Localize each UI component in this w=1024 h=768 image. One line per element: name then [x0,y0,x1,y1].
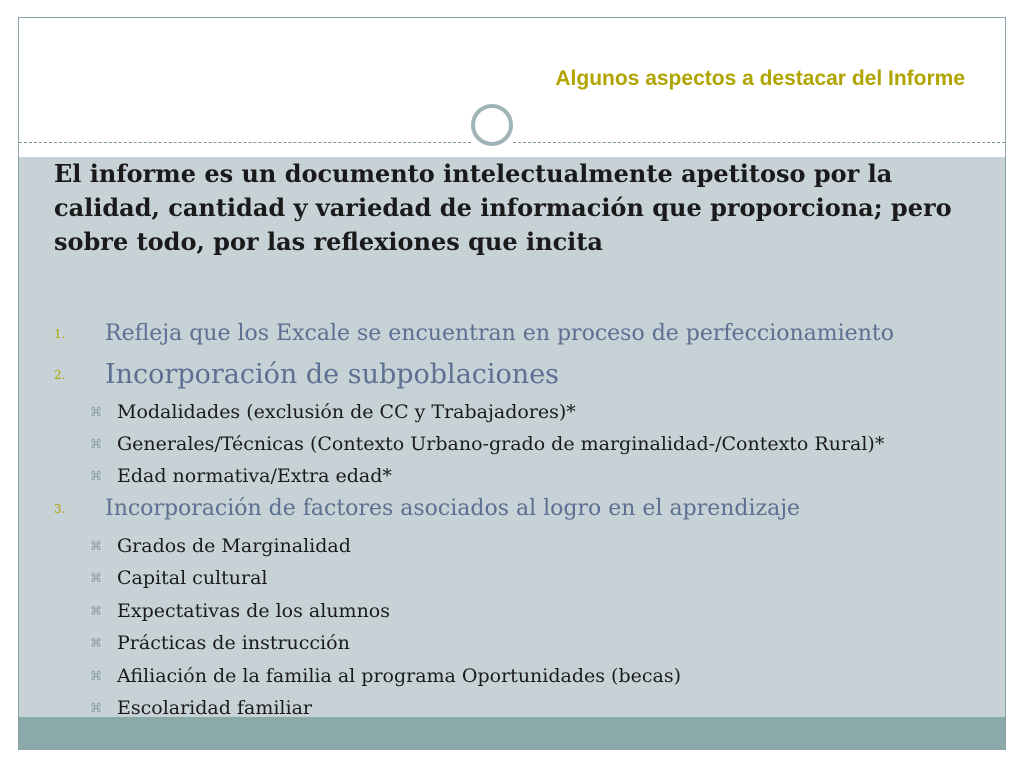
sub-item [90,595,990,626]
bullet-icon: ⌘ [90,701,102,715]
bullet-icon: ⌘ [90,604,102,618]
sub-item [90,627,990,658]
bullet-icon: ⌘ [90,571,102,585]
sub-item-text: Generales/Técnicas (Contexto Urbano-grado de marginalidad-/Contexto Rural)* [117,433,885,455]
item-text: Refleja que los Excale se encuentran en proceso de perfeccionamiento [105,321,894,346]
sub-item [90,460,990,491]
sub-item [90,562,990,593]
item-number: 1. [54,327,66,341]
sub-item-text: Afiliación de la familia al programa Oportunidades (becas) [117,665,682,687]
bullet-icon: ⌘ [90,669,102,683]
slide-title: Algunos aspectos a destacar del Informe [555,67,965,90]
sub-item [90,530,990,561]
sub-item [90,396,990,427]
numbered-item-3 [54,493,984,525]
sub-item-text: Prácticas de instrucción [117,632,350,654]
item-text: Incorporación de factores asociados al logro en el aprendizaje [105,496,801,521]
bullet-icon: ⌘ [90,539,102,553]
bullet-icon: ⌘ [90,437,102,451]
sub-item-text: Grados de Marginalidad [117,535,351,557]
sub-item-text: Modalidades (exclusión de CC y Trabajadores)* [117,401,576,423]
sub-item [90,692,990,723]
sub-item-text: Edad normativa/Extra edad* [117,465,392,487]
sub-item [90,660,990,691]
numbered-item-1 [54,318,984,350]
item-text: Incorporación de subpoblaciones [105,358,560,390]
lead-paragraph: El informe es un documento intelectualmente apetitoso por la calidad, cantidad y variedad de información que proporciona; pero sobre todo, por las reflexiones que incita [54,159,952,256]
sub-item-text: Expectativas de los alumnos [117,600,390,622]
sub-item-text: Capital cultural [117,567,268,589]
bullet-icon: ⌘ [90,405,102,419]
bullet-icon: ⌘ [90,469,102,483]
sub-item-text: Escolaridad familiar [117,697,312,719]
divider-circle-ring [471,104,513,146]
sub-item [90,428,990,459]
bullet-icon: ⌘ [90,636,102,650]
item-number: 3. [54,502,66,516]
numbered-item-2 [54,356,984,393]
item-number: 2. [54,367,66,382]
